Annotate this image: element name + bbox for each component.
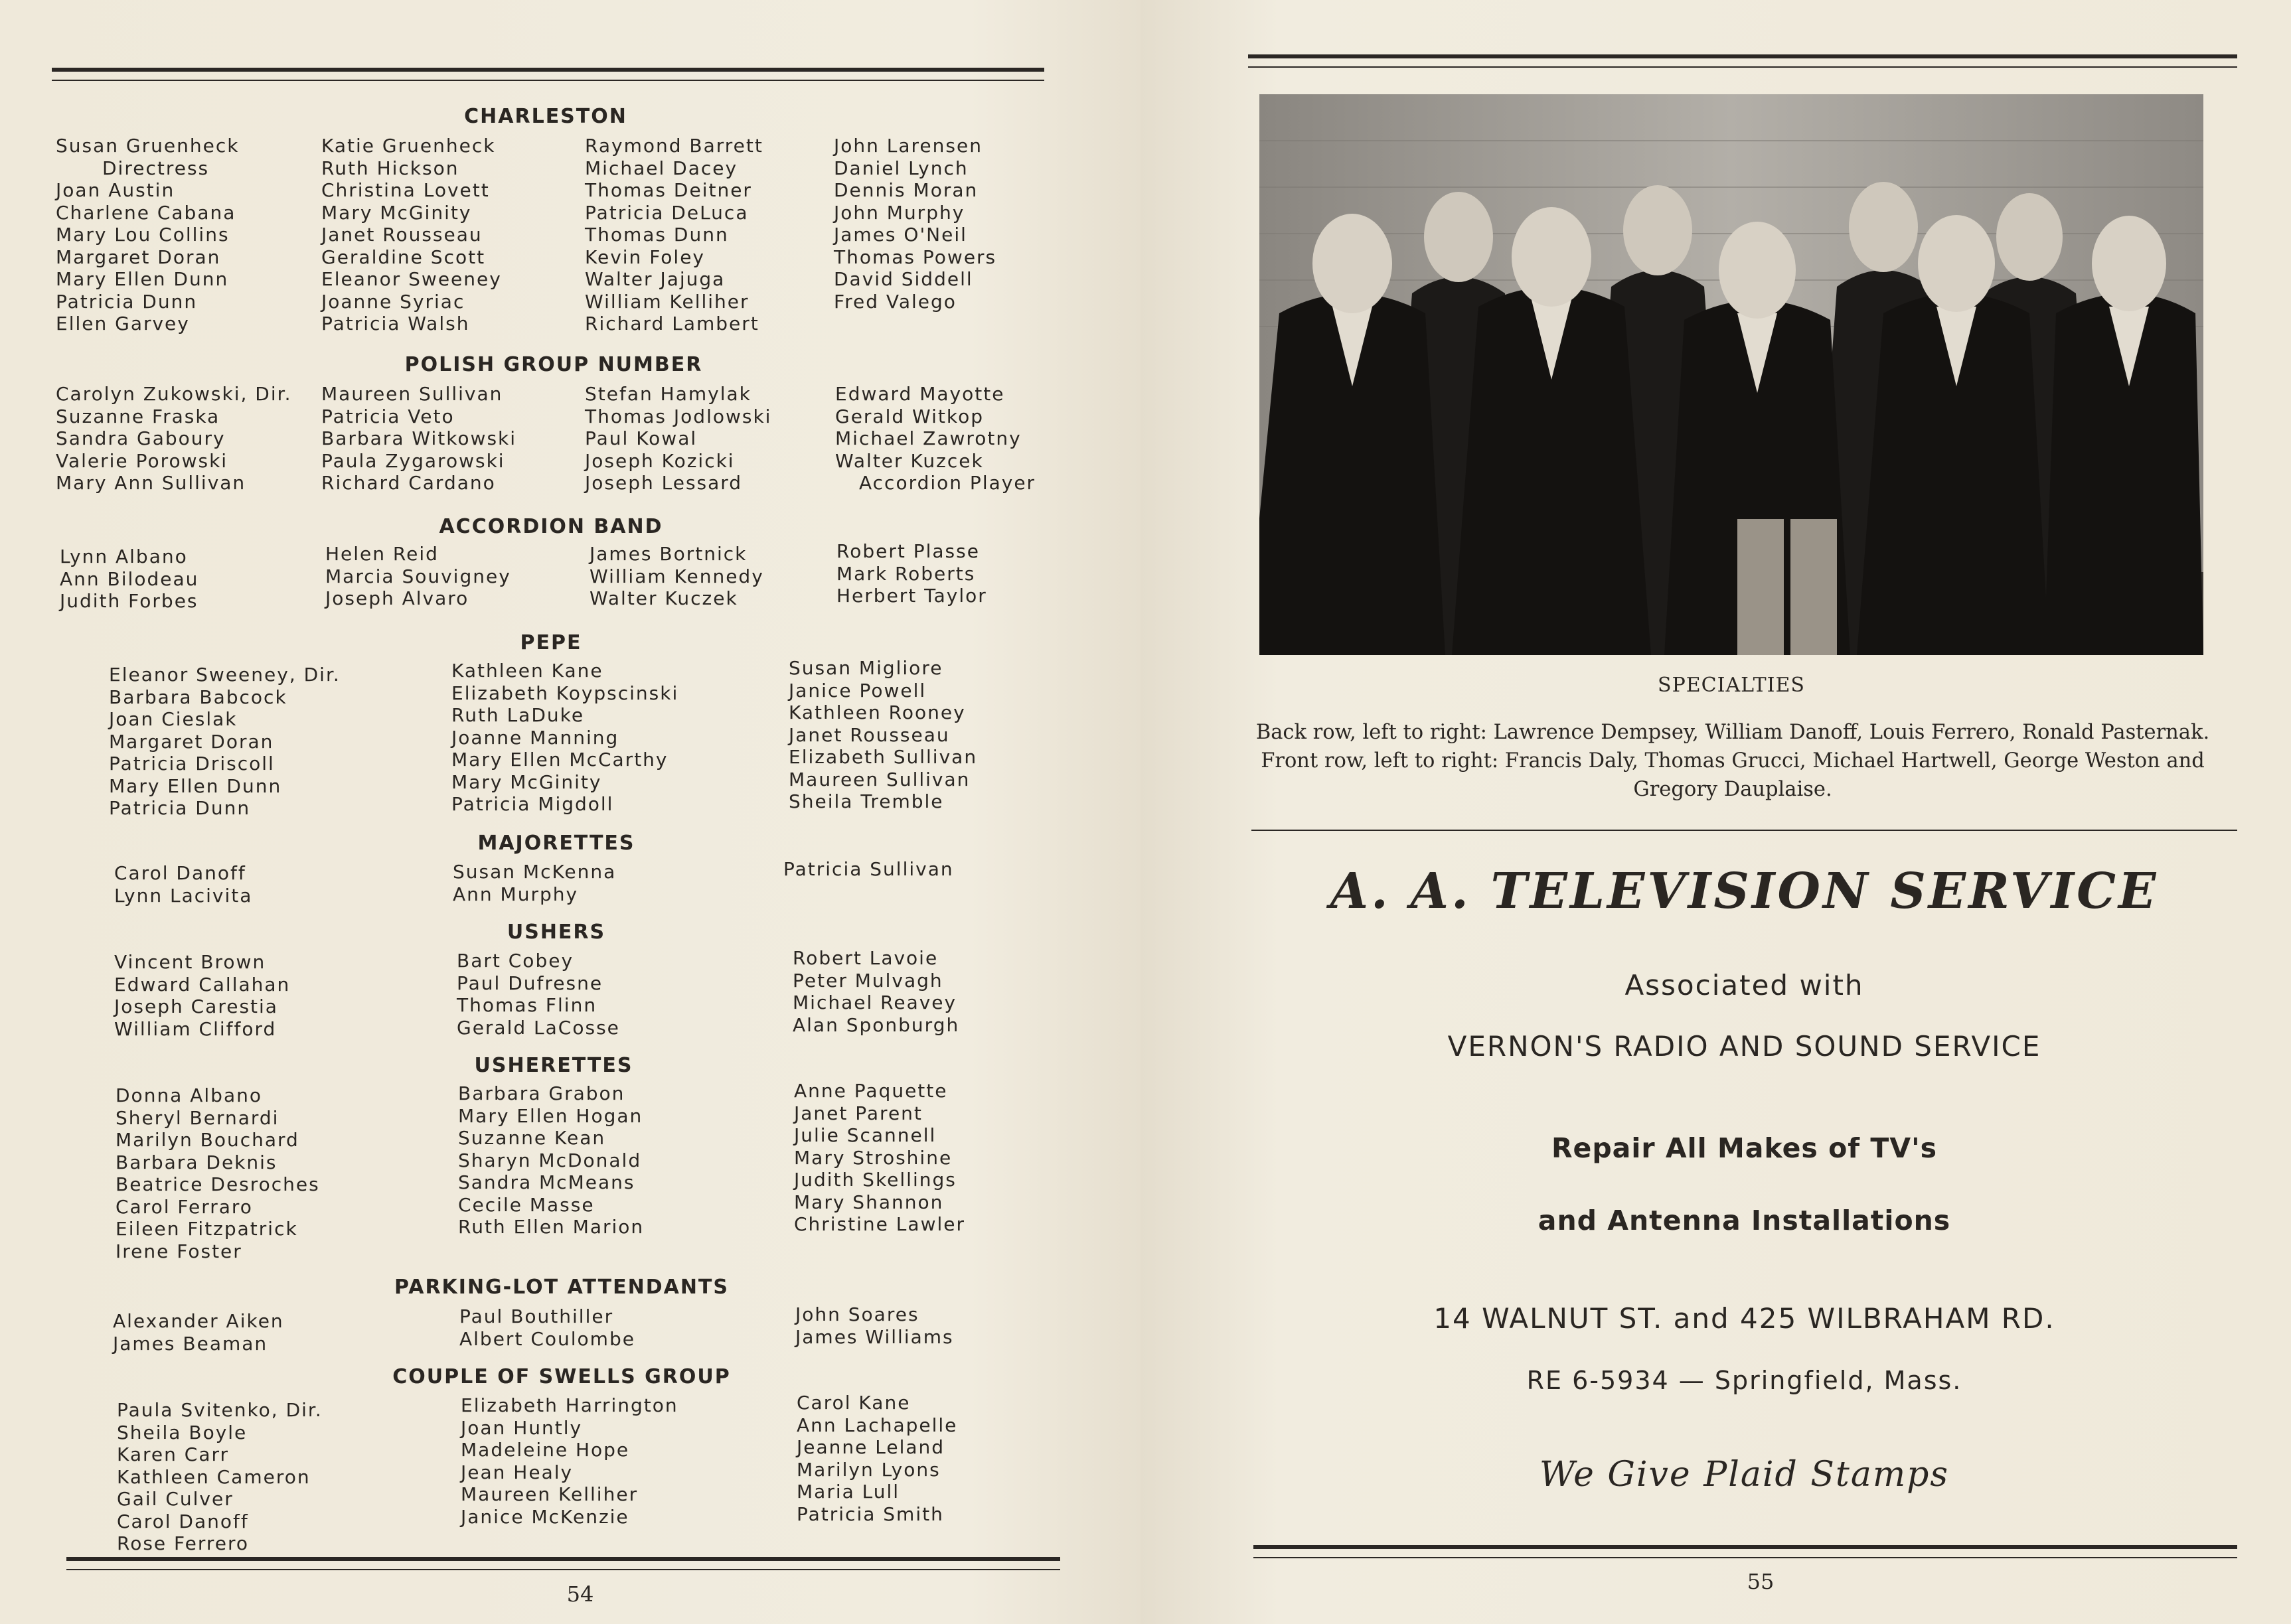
bottom-rule (1253, 1545, 2237, 1558)
name-column: Paul Bouthiller Albert Coulombe (459, 1305, 635, 1350)
section-heading: POLISH GROUP NUMBER (404, 353, 703, 376)
name-column: Maureen Sullivan Patricia Veto Barbara Witkowski Paula Zygarowski Richard Cardano (321, 383, 517, 494)
name-column: Edward Mayotte Gerald Witkop Michael Zawrotny Walter Kuzcek Accordion Player (835, 383, 1036, 494)
page-number: 55 (1747, 1569, 1775, 1594)
ad-address: 14 WALNUT ST. and 425 WILBRAHAM RD. (1433, 1302, 2055, 1335)
photo-caption: Back row, left to right: Lawrence Dempsey, William Danoff, Louis Ferrero, Ronald Pasternak. Front row, left to right: Francis Daly, Thomas Grucci, Michael Hartwell, George Weston and Gregory Dauplaise. (1255, 721, 2210, 801)
name-column: Katie Gruenheck Ruth Hickson Christina Lovett Mary McGinity Janet Rousseau Geraldine Scott Eleanor Sweeney Joanne Syriac Patricia Walsh (321, 135, 502, 334)
name-column: Robert Plasse Mark Roberts Herbert Taylor (836, 540, 987, 607)
name-column: Bart Cobey Paul Dufresne Thomas Flinn Gerald LaCosse (457, 950, 620, 1039)
section-heading: PARKING-LOT ATTENDANTS (394, 1276, 730, 1299)
ad-associated: Associated with (1624, 969, 1864, 1001)
ad-phone: RE 6-5934 — Springfield, Mass. (1526, 1366, 1962, 1395)
section-heading: CHARLESTON (464, 105, 627, 128)
name-column: Eleanor Sweeney, Dir. Barbara Babcock Joan Cieslak Margaret Doran Patricia Driscoll Mary Ellen Dunn Patricia Dunn (109, 664, 341, 819)
ad-service-line-1: Repair All Makes of TV's (1551, 1132, 1938, 1164)
name-column: Anne Paquette Janet Parent Julie Scannell Mary Stroshine Judith Skellings Mary Shannon Christine Lawler (794, 1080, 965, 1235)
divider (1251, 830, 2237, 831)
ad-footer: We Give Plaid Stamps (1539, 1455, 1950, 1495)
name-column: Robert Lavoie Peter Mulvagh Michael Reavey Alan Sponburgh (793, 947, 960, 1036)
name-column: Barbara Grabon Mary Ellen Hogan Suzanne Kean Sharyn McDonald Sandra McMeans Cecile Masse Ruth Ellen Marion (458, 1082, 645, 1238)
ad-title: A. A. TELEVISION SERVICE (1330, 863, 2159, 920)
top-rule (52, 68, 1044, 81)
name-column: Carol Danoff Lynn Lacivita (114, 862, 253, 907)
name-column: Helen Reid Marcia Souvigney Joseph Alvaro (325, 543, 511, 609)
group-photo (1259, 94, 2203, 655)
photo-caption-title: SPECIALTIES (1658, 674, 1805, 697)
name-column: John Soares James Williams (795, 1303, 954, 1348)
name-column: Paula Svitenko, Dir. Sheila Boyle Karen Carr Kathleen Cameron Gail Culver Carol Danoff Rose Ferrero (117, 1399, 323, 1554)
section-heading: USHERS (507, 921, 606, 944)
name-column: Vincent Brown Edward Callahan Joseph Carestia William Clifford (114, 951, 291, 1040)
section-heading: USHERETTES (474, 1054, 633, 1077)
name-column: Raymond Barrett Michael Dacey Thomas Deitner Patricia DeLuca Thomas Dunn Kevin Foley Walter Jajuga William Kelliher Richard Lambert (585, 135, 763, 334)
name-column: Susan McKenna Ann Murphy (453, 861, 617, 905)
bottom-rule (66, 1557, 1060, 1570)
name-column: Elizabeth Harrington Joan Huntly Madeleine Hope Jean Healy Maureen Kelliher Janice McKenzie (461, 1394, 678, 1528)
section-heading: COUPLE OF SWELLS GROUP (392, 1365, 731, 1388)
name-column: Lynn Albano Ann Bilodeau Judith Forbes (60, 546, 199, 612)
name-column: James Bortnick William Kennedy Walter Kuczek (590, 543, 764, 609)
name-column: Patricia Sullivan (783, 858, 954, 880)
name-column: Alexander Aiken James Beaman (113, 1310, 284, 1355)
name-column: Susan Gruenheck Directress Joan Austin Charlene Cabana Mary Lou Collins Margaret Doran Mary Ellen Dunn Patricia Dunn Ellen Garvey (56, 135, 240, 334)
ad-service-line-2: and Antenna Installations (1538, 1205, 1951, 1236)
name-column: Carolyn Zukowski, Dir. Suzanne Fraska Sandra Gaboury Valerie Porowski Mary Ann Sullivan (56, 383, 292, 494)
section-heading: PEPE (520, 631, 582, 654)
name-column: Donna Albano Sheryl Bernardi Marilyn Bouchard Barbara Deknis Beatrice Desroches Carol Ferraro Eileen Fitzpatrick Irene Foster (116, 1084, 320, 1262)
section-heading: MAJORETTES (477, 832, 635, 855)
page-number: 54 (566, 1582, 594, 1607)
name-column: Kathleen Kane Elizabeth Koypscinski Ruth LaDuke Joanne Manning Mary Ellen McCarthy Mary McGinity Patricia Migdoll (451, 660, 679, 815)
name-column: John Larensen Daniel Lynch Dennis Moran John Murphy James O'Neil Thomas Powers David Siddell Fred Valego (834, 135, 997, 313)
name-column: Stefan Hamylak Thomas Jodlowski Paul Kowal Joseph Kozicki Joseph Lessard (585, 383, 772, 494)
left-page (0, 0, 1141, 1624)
name-column: Carol Kane Ann Lachapelle Jeanne Leland Marilyn Lyons Maria Lull Patricia Smith (797, 1392, 958, 1525)
top-rule (1248, 54, 2237, 68)
name-column: Susan Migliore Janice Powell Kathleen Rooney Janet Rousseau Elizabeth Sullivan Maureen Sullivan Sheila Tremble (789, 657, 978, 812)
section-heading: ACCORDION BAND (439, 515, 663, 538)
ad-partner: VERNON'S RADIO AND SOUND SERVICE (1447, 1030, 2041, 1063)
